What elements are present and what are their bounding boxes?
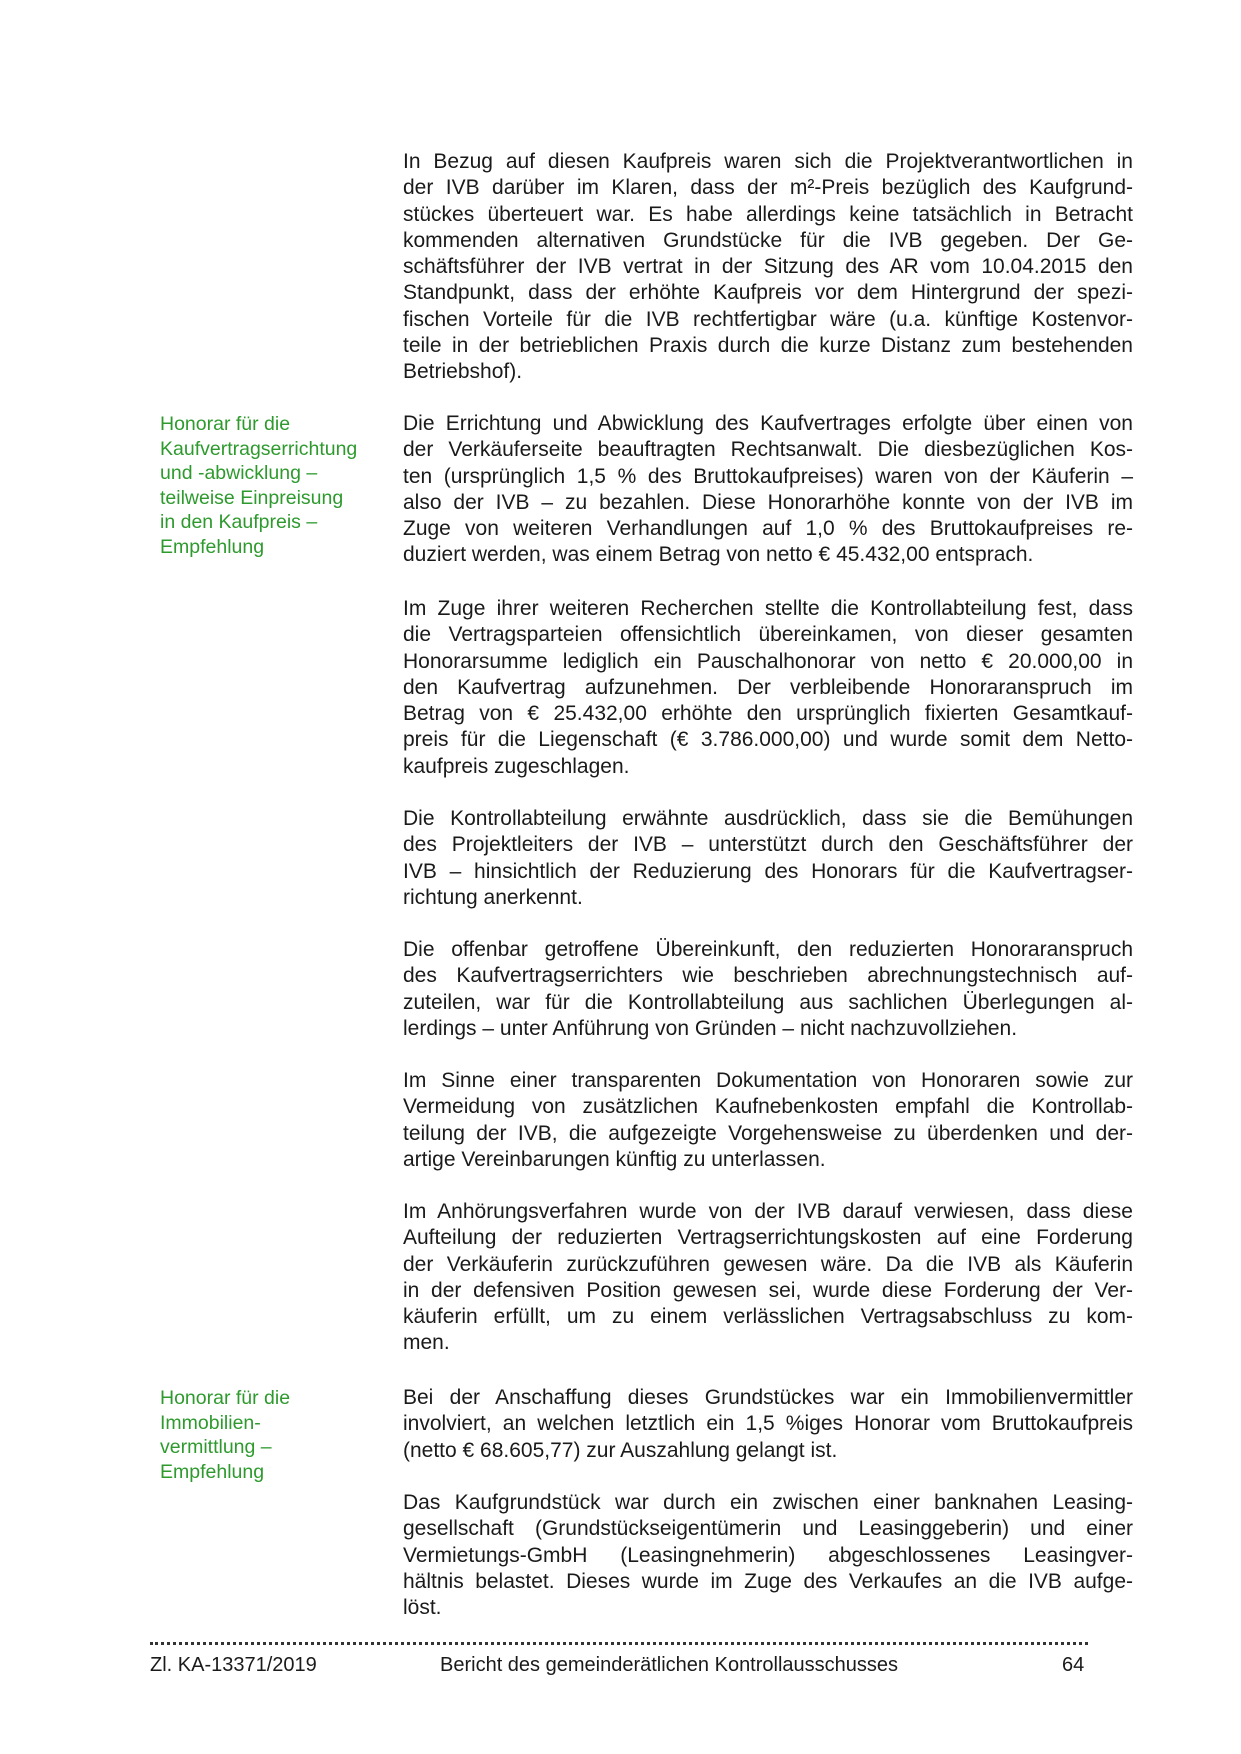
- text-line: des Projektleiters der IVB – unterstützt durch den Geschäftsführer der: [403, 833, 1133, 857]
- text-line: Im Sinne einer transparenten Dokumentation von Honoraren sowie zur: [403, 1069, 1133, 1092]
- margin-note-line: Empfehlung: [160, 1460, 265, 1483]
- text-line: zuteilen, war für die Kontrollabteilung aus sachlichen Überlegungen al-: [403, 990, 1133, 1014]
- text-line: den Kaufvertrag aufzunehmen. Der verbleibende Honoraranspruch im: [403, 675, 1133, 699]
- text-line: Vermeidung von zusätzlichen Kaufnebenkosten empfahl die Kontrollab-: [403, 1095, 1133, 1119]
- text-line: Das Kaufgrundstück war durch ein zwischen einer banknahen Leasing-: [403, 1491, 1133, 1514]
- text-line: involviert, an welchen letztlich ein 1,5 %iges Honorar vom Bruttokaufpreis: [403, 1412, 1133, 1436]
- text-line: Betrag von € 25.432,00 erhöhte den ursprünglich fixierten Gesamtkauf-: [403, 702, 1133, 726]
- margin-note-line: und -abwicklung –: [160, 462, 318, 484]
- margin-note-immobilienvermittlung: [160, 1386, 375, 1484]
- text-line: IVB – hinsichtlich der Reduzierung des Honorars für die Kaufvertragser-: [403, 859, 1133, 883]
- margin-note-line: teilweise Einpreisung: [160, 486, 344, 509]
- text-line: men.: [403, 1331, 450, 1355]
- text-line: preis für die Liegenschaft (€ 3.786.000,00) und wurde somit dem Netto-: [403, 728, 1133, 752]
- margin-note-line: Empfehlung: [160, 535, 265, 558]
- text-line: kaufpreis zugeschlagen.: [403, 754, 630, 778]
- text-line: die Vertragsparteien offensichtlich übereinkamen, von dieser gesamten: [403, 623, 1133, 647]
- margin-note-line: vermittlung –: [160, 1436, 272, 1458]
- text-line: duziert werden, was einem Betrag von netto € 45.432,00 entsprach.: [403, 543, 1034, 567]
- text-line: Im Anhörungsverfahren wurde von der IVB darauf verwiesen, dass diese: [403, 1200, 1133, 1223]
- margin-note-line: Kaufvertragserrichtung: [160, 437, 358, 460]
- text-line: Zuge von weiteren Verhandlungen auf 1,0 % des Bruttokaufpreises re-: [403, 517, 1133, 541]
- footer-report-title: Bericht des gemeinderätlichen Kontrollausschusses: [440, 1654, 899, 1676]
- text-line: hältnis belastet. Dieses wurde im Zuge des Verkaufes an die IVB aufge-: [403, 1569, 1133, 1593]
- paragraph-kaufpreis: [403, 149, 1133, 386]
- text-line: des Kaufvertragserrichters wie beschrieben abrechnungstechnisch auf-: [403, 964, 1133, 988]
- margin-note-line: Honorar für die: [160, 413, 291, 435]
- text-line: der Verkäuferin zurückzuführen gewesen wäre. Da die IVB als Käuferin: [403, 1252, 1133, 1276]
- text-line: also der IVB – zu bezahlen. Diese Honorarhöhe konnte von der IVB im: [403, 490, 1133, 514]
- text-line: käuferin erfüllt, um zu einem verlässlichen Vertragsabschluss zu kom-: [403, 1305, 1133, 1329]
- text-line: artige Vereinbarungen künftig zu unterlassen.: [403, 1147, 826, 1171]
- text-line: Bei der Anschaffung dieses Grundstückes war ein Immobilienvermittler: [403, 1386, 1133, 1409]
- text-line: Die Kontrollabteilung erwähnte ausdrücklich, dass sie die Bemühungen: [403, 807, 1133, 830]
- text-line: gesellschaft (Grundstückseigentümerin und Leasinggeberin) und einer: [403, 1517, 1133, 1541]
- margin-note-line: Honorar für die: [160, 1387, 291, 1409]
- text-line: Aufteilung der reduzierten Vertragserrichtungskosten auf eine Forderung: [403, 1226, 1133, 1250]
- text-line: fischen Vorteile für die IVB rechtfertigbar wäre (u.a. künftige Kostenvor-: [403, 307, 1133, 331]
- text-line: In Bezug auf diesen Kaufpreis waren sich die Projektverantwortlichen in: [403, 150, 1133, 173]
- text-line: Im Zuge ihrer weiteren Recherchen stellte die Kontrollabteilung fest, dass: [403, 597, 1133, 620]
- text-line: stückes überteuert war. Es habe allerdings keine tatsächlich in Betracht: [403, 202, 1133, 226]
- text-line: Standpunkt, dass der erhöhte Kaufpreis vor dem Hintergrund der spezi-: [403, 281, 1133, 305]
- margin-note-line: in den Kaufpreis –: [160, 511, 318, 533]
- text-line: richtung anerkennt.: [403, 885, 583, 909]
- text-line: ten (ursprünglich 1,5 % des Bruttokaufpreises) waren von der Käuferin –: [403, 464, 1133, 488]
- text-line: teilung der IVB, die aufgezeigte Vorgehensweise zu überdenken und der-: [403, 1121, 1133, 1145]
- paragraph-anhoerungsverfahren: [403, 1199, 1133, 1357]
- margin-note-kaufvertragserrichtung: [160, 412, 375, 559]
- footer-reference: Zl. KA-13371/2019: [150, 1654, 317, 1676]
- text-line: kommenden alternativen Grundstücke für die IVB gegeben. Der Ge-: [403, 228, 1133, 252]
- text-line: Betriebshof).: [403, 360, 523, 384]
- paragraph-errichtung: [403, 411, 1133, 569]
- text-line: der IVB darüber im Klaren, dass der m²-Preis bezüglich des Kaufgrund-: [403, 176, 1133, 200]
- text-line: schäftsführer der IVB vertrat in der Sitzung des AR vom 10.04.2015 den: [403, 255, 1133, 279]
- text-line: löst.: [403, 1596, 442, 1620]
- text-line: Die Errichtung und Abwicklung des Kaufvertrages erfolgte über einen von: [403, 412, 1133, 435]
- paragraph-immobilienvermittler: [403, 1385, 1133, 1464]
- text-line: lerdings – unter Anführung von Gründen – nicht nachzuvollziehen.: [403, 1016, 1018, 1040]
- footer-dotted-rule: [150, 1642, 1088, 1645]
- paragraph-recherchen: [403, 596, 1133, 780]
- margin-note-line: Immobilien-: [160, 1411, 261, 1434]
- paragraph-empfehlung: [403, 1068, 1133, 1173]
- text-line: in der defensiven Position gewesen sei, wurde diese Forderung der Ver-: [403, 1278, 1133, 1302]
- paragraph-bemuehungen: [403, 806, 1133, 911]
- text-line: Die offenbar getroffene Übereinkunft, den reduzierten Honoraranspruch: [403, 938, 1133, 961]
- text-line: Honorarsumme lediglich ein Pauschalhonorar von netto € 20.000,00 in: [403, 649, 1133, 673]
- text-line: teile in der betrieblichen Praxis durch die kurze Distanz zum bestehenden: [403, 334, 1133, 358]
- text-line: (netto € 68.605,77) zur Auszahlung gelangt ist.: [403, 1438, 838, 1462]
- paragraph-uebereinkunft: [403, 937, 1133, 1042]
- text-line: Vermietungs-GmbH (Leasingnehmerin) abgeschlossenes Leasingver-: [403, 1543, 1133, 1567]
- page-number: 64: [1062, 1654, 1085, 1676]
- text-line: der Verkäuferseite beauftragten Rechtsanwalt. Die diesbezüglichen Kos-: [403, 438, 1133, 462]
- paragraph-leasing: [403, 1490, 1133, 1621]
